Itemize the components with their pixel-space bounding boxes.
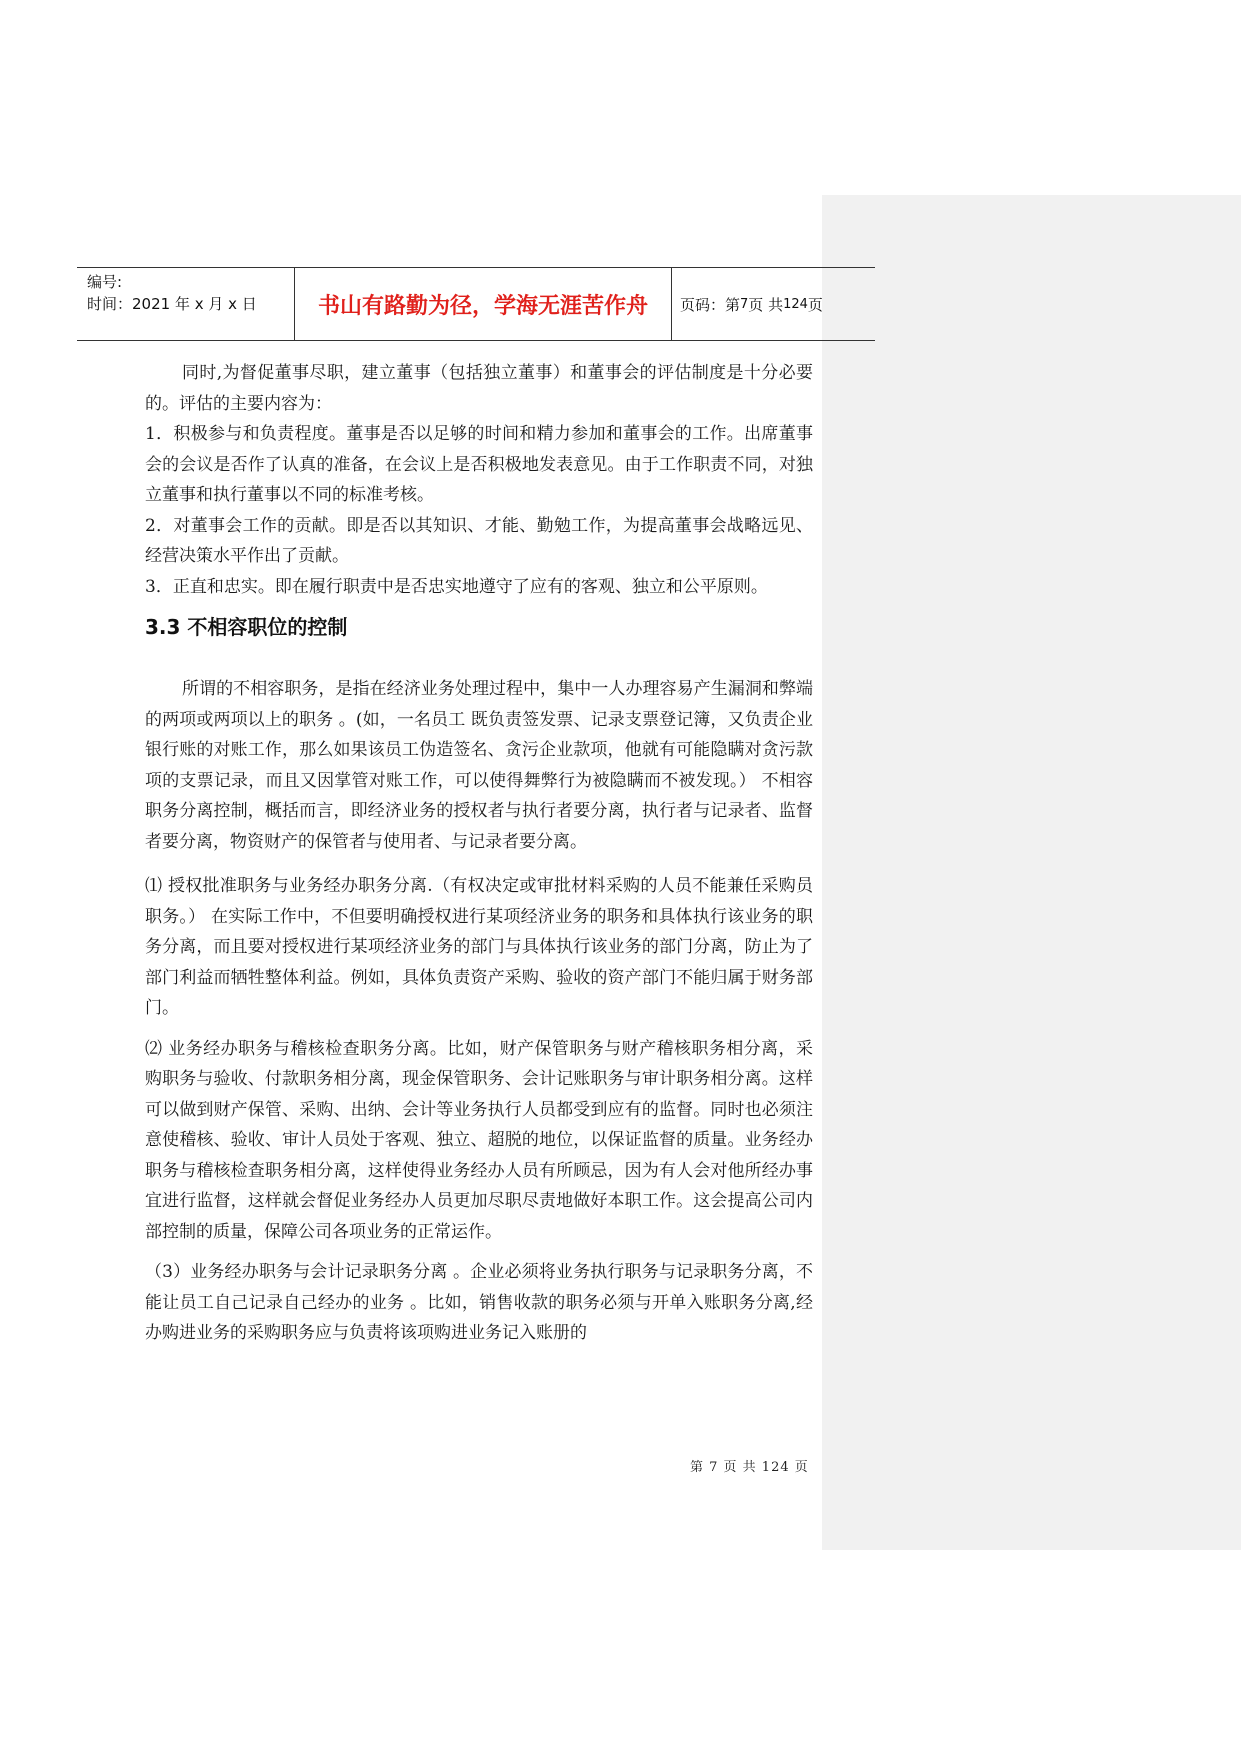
paragraph-item-1: 1．积极参与和负责程度。董事是否以足够的时间和精力参加和董事会的工作。出席董事会的会议是否作了认真的准备，在会议上是否积极地发表意见。由于工作职责不同，对独立董事和执行董事以不同的标准考核。 [145,424,813,505]
document-date: 时间：2021 年 x 月 x 日 [87,295,257,313]
paragraph-item-3: 3．正直和忠实。即在履行职责中是否忠实地遵守了应有的客观、独立和公平原则。 [145,576,768,597]
paragraph-separation-3: （3）业务经办职务与会计记录职务分离 。企业必须将业务执行职务与记录职务分离，不能让员工自己记录自己经办的业务 。比如，销售收款的职务必须与开单入账职务分离,经办购进业务的采购职务应与负责将该项购进业务记入账册的 [145,1262,813,1343]
page-suffix: 页 [807,295,823,314]
paragraph-definition: 所谓的不相容职务，是指在经济业务处理过程中，集中一人办理容易产生漏洞和弊端的两项或两项以上的职务 。(如，一名员工 既负责签发票、记录支票登记簿，又负责企业银行账的对账工作，那么如果该员工伪造签名、贪污企业款项，他就有可能隐瞒对贪污款项的支票记录，而且又因掌管对账工作，可以使得舞弊行为被隐瞒而不被发现。） 不相容职务分离控制，概括而言，即经济业务的授权者与执行者要分离，执行者与记录者、监督者要分离，物资财产的保管者与使用者、与记录者要分离。 [145,679,813,852]
section-heading: 3.3 不相容职位的控制 [145,615,348,639]
paragraph-item-2: 2．对董事会工作的贡献。即是否以其知识、才能、勤勉工作，为提高董事会战略远见、经营决策水平作出了贡献。 [145,515,813,566]
page-prefix: 页码：第 [680,295,741,314]
comment-pane [822,195,1241,1550]
page-mid: 页 共 [748,295,784,314]
header-page-info [672,268,875,340]
header-motto: 书山有路勤为径，学海无涯苦作舟 [295,268,672,340]
document-header [77,267,875,341]
paragraph-intro: 同时,为督促董事尽职，建立董事（包括独立董事）和董事会的评估制度是十分必要的。评估的主要内容为： [145,363,813,414]
header-meta [77,268,295,340]
page-current: 7 [740,296,749,312]
paragraph-separation-2: ⑵ 业务经办职务与稽核检查职务分离。比如，财产保管职务与财产稽核职务相分离，采购职务与验收、付款职务相分离，现金保管职务、会计记账职务与审计职务相分离。这样可以做到财产保管、采购、出纳、会计等业务执行人员都受到应有的监督。同时也必须注意使稽核、验收、审计人员处于客观、独立、超脱的地位，以保证监督的质量。业务经办职务与稽核检查职务相分离，这样使得业务经办人员有所顾忌，因为有人会对他所经办事宜进行监督，这样就会督促业务经办人员更加尽职尽责地做好本职工作。这会提高公司内部控制的质量，保障公司各项业务的正常运作。 [145,1038,813,1242]
page-footer: 第 7 页 共 124 页 [690,1460,809,1475]
paragraph-separation-1: ⑴ 授权批准职务与业务经办职务分离.（有权决定或审批材料采购的人员不能兼任采购员职务。） 在实际工作中，不但要明确授权进行某项经济业务的职务和具体执行该业务的职务分离，而且要对授权进行某项经济业务的部门与具体执行该业务的部门分离，防止为了部门利益而牺牲整体利益。例如，具体负责资产采购、验收的资产部门不能归属于财务部门。 [145,876,813,1018]
page-total: 124 [783,296,808,312]
document-body [145,358,813,1349]
document-number-label: 编号: [87,273,123,291]
